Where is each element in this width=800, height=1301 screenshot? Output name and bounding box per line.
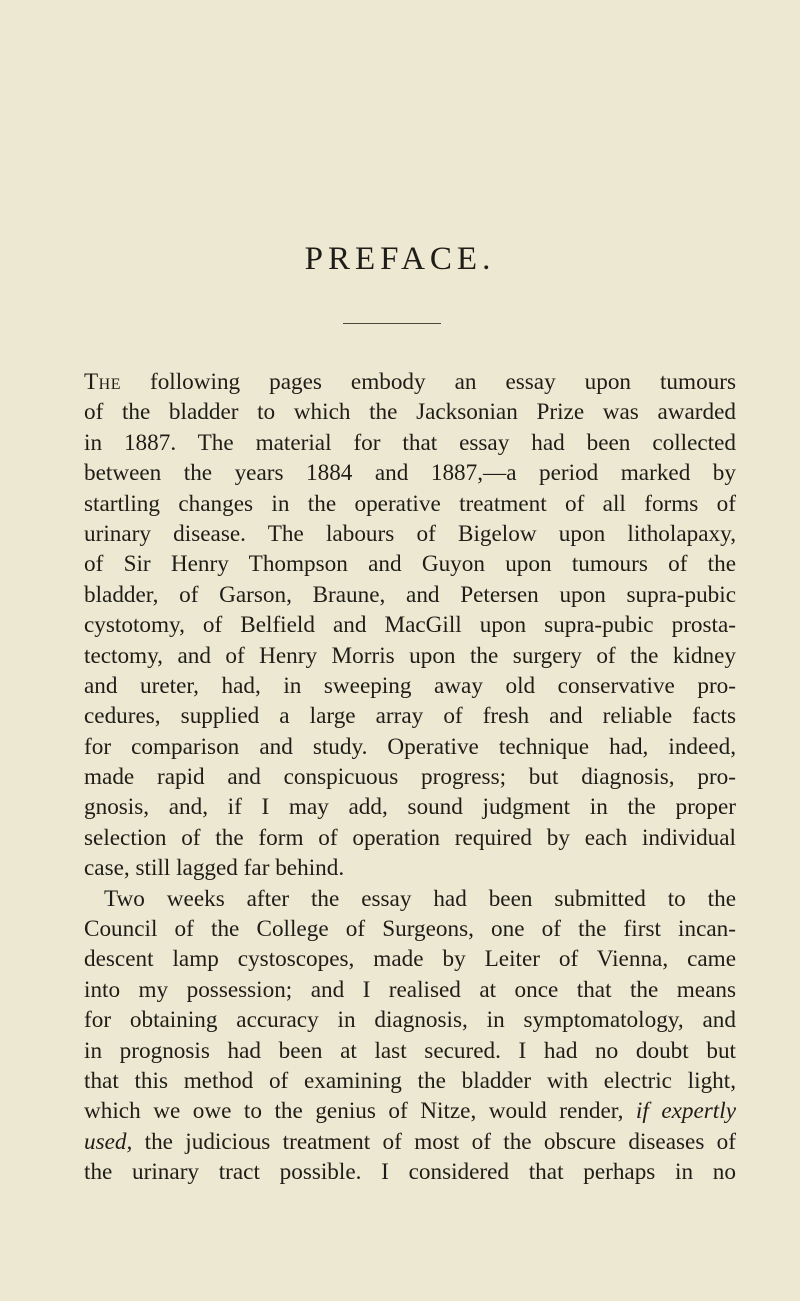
text-line: that this method of examining the bladder with electric light, xyxy=(84,1067,736,1094)
text-line: startling changes in the operative treatment of all forms of xyxy=(84,490,736,517)
preface-body xyxy=(84,367,736,1188)
text-line: which we owe to the genius of Nitze, would render, if expertly xyxy=(84,1098,736,1125)
text-line: gnosis, and, if I may add, sound judgment in the proper xyxy=(84,794,736,821)
first-word: The xyxy=(84,369,121,395)
text-line: descent lamp cystoscopes, made by Leiter of Vienna, came xyxy=(84,946,736,973)
text-line: of the bladder to which the Jacksonian Prize was awarded xyxy=(84,399,736,426)
text-line: used, the judicious treatment of most of the obscure diseases of xyxy=(84,1128,736,1155)
text-line: for comparison and study. Operative technique had, indeed, xyxy=(84,733,736,760)
text-line: The following pages embody an essay upon tumours xyxy=(84,369,736,395)
title-rule xyxy=(343,323,441,324)
text-line: Two weeks after the essay had been submitted to the xyxy=(104,885,736,912)
text-line: selection of the form of operation required by each individual xyxy=(84,824,736,851)
text-line: in 1887. The material for that essay had been collected xyxy=(84,429,736,456)
text-line: made rapid and conspicuous progress; but diagnosis, pro- xyxy=(84,764,736,791)
text-line: urinary disease. The labours of Bigelow upon litholapaxy, xyxy=(84,520,736,547)
text-line: cedures, supplied a large array of fresh and reliable facts xyxy=(84,703,736,730)
text-line: tectomy, and of Henry Morris upon the surgery of the kidney xyxy=(84,642,736,669)
text-line: into my possession; and I realised at once that the means xyxy=(84,976,736,1003)
text-line: Council of the College of Surgeons, one of the first incan- xyxy=(84,916,736,943)
italic-phrase: used, xyxy=(84,1128,133,1155)
text-line: bladder, of Garson, Braune, and Petersen upon supra-pubic xyxy=(84,581,736,608)
text-line: of Sir Henry Thompson and Guyon upon tumours of the xyxy=(84,551,736,578)
text-line: cystotomy, of Belfield and MacGill upon supra-pubic prosta- xyxy=(84,612,736,639)
italic-phrase: if expertly xyxy=(635,1098,736,1125)
text-line: in prognosis had been at last secured. I had no doubt but xyxy=(84,1037,736,1064)
text-line: case, still lagged far behind. xyxy=(84,855,345,882)
text-line: for obtaining accuracy in diagnosis, in symptomatology, and xyxy=(84,1007,736,1034)
text-line: between the years 1884 and 1887,—a period marked by xyxy=(84,460,736,487)
text-line: the urinary tract possible. I considered that perhaps in no xyxy=(84,1159,736,1186)
text-line: and ureter, had, in sweeping away old conservative pro- xyxy=(84,672,736,699)
page-title: PREFACE. xyxy=(304,241,496,277)
